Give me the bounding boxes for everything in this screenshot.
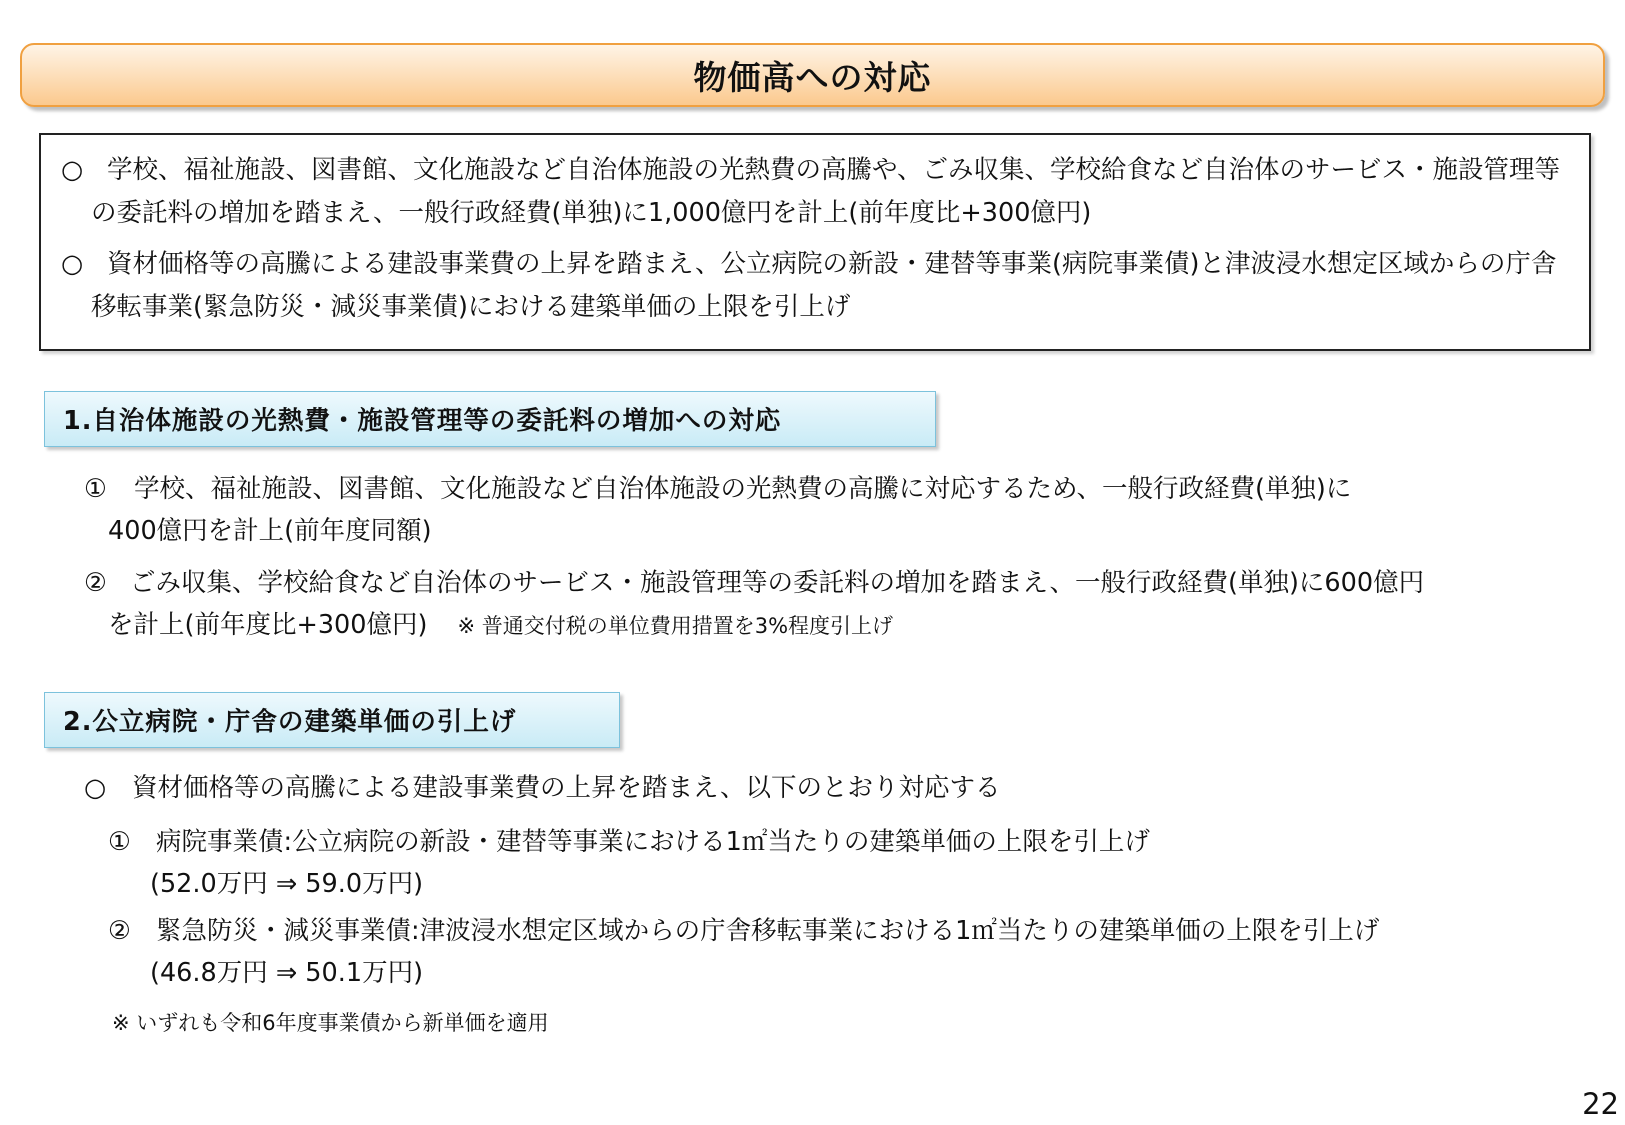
summary-box bbox=[39, 133, 1591, 351]
summary-item bbox=[61, 149, 1581, 235]
section-1-heading: 1.自治体施設の光熱費・施設管理等の委託料の増加への対応 bbox=[44, 391, 936, 447]
intro-text: 資材価格等の高騰による建設事業費の上昇を踏まえ、以下のとおり対応する bbox=[132, 773, 1001, 803]
page-number: 22 bbox=[1582, 1087, 1619, 1121]
section-2-item bbox=[108, 821, 1568, 905]
item-number: ② bbox=[84, 568, 107, 598]
circle-bullet-icon: ○ bbox=[61, 249, 84, 279]
item-text-line1: 病院事業債:公立病院の新設・建替等事業における1㎡当たりの建築単価の上限を引上げ bbox=[156, 827, 1150, 857]
item-text-line1: 学校、福祉施設、図書館、文化施設など自治体施設の光熱費の高騰に対応するため、一般行政経費(単独)に bbox=[134, 474, 1352, 504]
page-title: 物価高への対応 bbox=[693, 57, 932, 97]
item-text-line1: ごみ収集、学校給食など自治体のサービス・施設管理等の委託料の増加を踏まえ、一般行政経費(単独)に600億円 bbox=[130, 568, 1425, 598]
section-2-note: ※ いずれも令和6年度事業債から新単価を適用 bbox=[112, 1011, 549, 1035]
section-1-item bbox=[84, 562, 1564, 647]
section-2-item bbox=[108, 910, 1568, 994]
circle-bullet-icon: ○ bbox=[84, 773, 107, 803]
item-text-line2: を計上(前年度比+300億円) bbox=[108, 610, 428, 640]
item-number: ② bbox=[108, 916, 131, 946]
section-1-item bbox=[84, 468, 1564, 552]
item-number: ① bbox=[108, 827, 131, 857]
summary-item bbox=[61, 243, 1581, 329]
summary-text: 学校、福祉施設、図書館、文化施設など自治体施設の光熱費の高騰や、ごみ収集、学校給食など自治体のサービス・施設管理等の委託料の増加を踏まえ、一般行政経費(単独)に1,000億円を計上(前年度比+300億円) bbox=[91, 155, 1560, 228]
item-text-line2: 400億円を計上(前年度同額) bbox=[108, 516, 432, 546]
item-text-line1: 緊急防災・減災事業債:津波浸水想定区域からの庁舎移転事業における1㎡当たりの建築単価の上限を引上げ bbox=[156, 916, 1380, 946]
circle-bullet-icon: ○ bbox=[61, 155, 84, 185]
page-title-banner bbox=[20, 43, 1605, 107]
section-2-intro bbox=[84, 767, 1564, 809]
item-text-line2: (52.0万円 ⇒ 59.0万円) bbox=[150, 869, 424, 899]
item-text-line2: (46.8万円 ⇒ 50.1万円) bbox=[150, 958, 424, 988]
summary-text: 資材価格等の高騰による建設事業費の上昇を踏まえ、公立病院の新設・建替等事業(病院事業債)と津波浸水想定区域からの庁舎移転事業(緊急防災・減災事業債)における建築単価の上限を引上げ bbox=[91, 249, 1557, 322]
item-note: ※ 普通交付税の単位費用措置を3%程度引上げ bbox=[457, 614, 894, 638]
item-number: ① bbox=[84, 474, 107, 504]
section-2-heading: 2.公立病院・庁舎の建築単価の引上げ bbox=[44, 692, 620, 748]
